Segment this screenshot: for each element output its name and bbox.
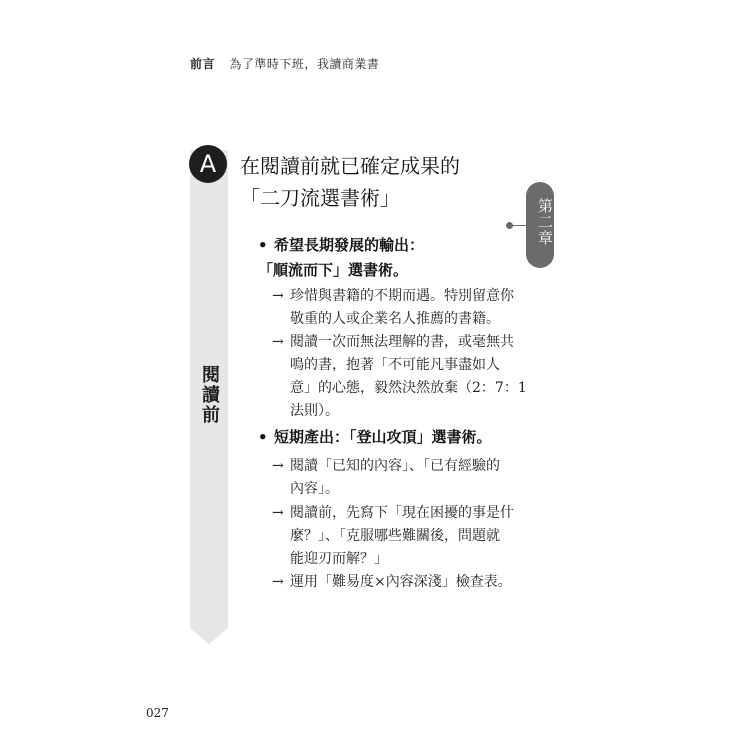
section-title-line: 「二刀流選書術」 [240, 186, 400, 210]
header-title: 為了準時下班，我讀商業書 [229, 57, 380, 71]
chapter-tab [526, 182, 554, 268]
section-title [240, 150, 510, 214]
item-line: 意」的心態，毅然決然放棄（2：7：1 [290, 380, 527, 396]
item-line: 麼？」、「克服哪些難關後，問題就 [290, 528, 500, 544]
item-line: 敬重的人或企業名人推薦的書籍。 [290, 311, 500, 327]
arrow-icon: → [272, 574, 284, 590]
arrow-icon: → [272, 505, 284, 521]
item-line: 閱讀「已知的內容」、「已有經驗的 [290, 458, 500, 474]
bullet-marker: • [258, 236, 268, 254]
item-line: 內容」。 [290, 481, 339, 497]
page-number: 027 [146, 706, 169, 720]
side-label: 閱讀前 [199, 365, 220, 425]
section-title-line: 在閱讀前就已確定成果的 [240, 154, 460, 178]
bullet-heading-line: 「順流而下」選書術。 [258, 261, 409, 279]
item-line: 法則）。 [290, 403, 339, 419]
side-band-arrow [190, 628, 228, 644]
list-item [272, 455, 542, 501]
running-header [190, 55, 379, 72]
item-line: 運用「難易度×內容深淺」檢查表。 [290, 574, 512, 590]
item-line: 能迎刃而解？」 [290, 551, 388, 567]
bullet-marker: • [258, 428, 268, 446]
list-item [272, 285, 542, 331]
list-item [272, 502, 542, 571]
item-line: 鳴的書，抱著「不可能凡事盡如人 [290, 357, 500, 373]
section-badge: A [189, 145, 227, 183]
bullet-heading [258, 233, 424, 283]
arrow-icon: → [272, 334, 284, 350]
bullet-heading-line: 希望長期發展的輸出： [274, 236, 425, 254]
header-label: 前言 [190, 57, 216, 71]
item-line: 珍惜與書籍的不期而遇。特別留意你 [290, 288, 514, 304]
bullet-heading [258, 425, 492, 450]
chapter-tab-label: 第二章 [536, 198, 554, 246]
item-line: 閱讀前，先寫下「現在困擾的事是什 [290, 505, 514, 521]
bullet-heading-line: 短期產出：「登山攻頂」選書術。 [274, 428, 492, 446]
list-item [272, 331, 542, 423]
list-item [272, 571, 542, 594]
arrow-icon: → [272, 458, 284, 474]
arrow-icon: → [272, 288, 284, 304]
item-line: 閱讀一次而無法理解的書，或毫無共 [290, 334, 514, 350]
